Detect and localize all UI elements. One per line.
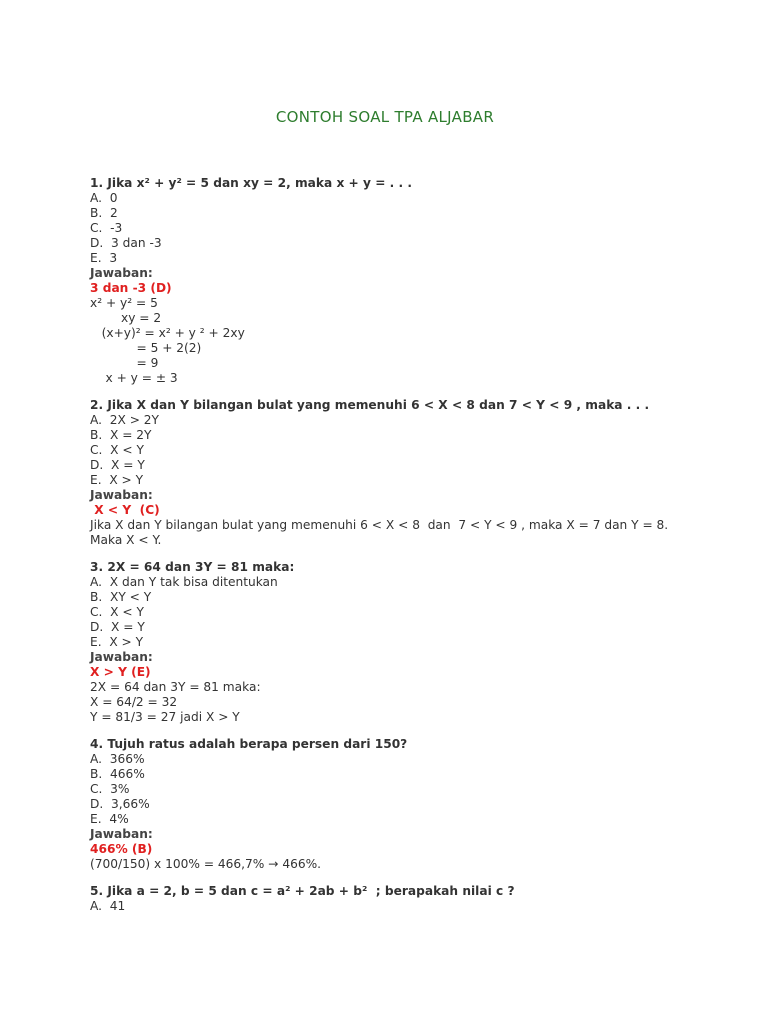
explanation-line: (x+y)² = x² + y ² + 2xy [90,326,245,340]
explanation-line: Maka X < Y. [90,533,162,547]
option-a: A. 41 [90,899,126,913]
spacer [90,548,730,560]
question-text: 4. Tujuh ratus adalah berapa persen dari 150? [90,737,408,751]
answer-label: Jawaban: [90,827,153,841]
option-d: D. 3,66% [90,797,150,811]
option-d: D. 3 dan -3 [90,236,162,250]
option-c: C. X < Y [90,605,144,619]
answer-text: 3 dan -3 (D) [90,281,172,295]
option-b: B. 2 [90,206,118,220]
question-4 [90,737,730,872]
question-5 [90,884,730,914]
question-1 [90,176,730,386]
answer-text: X > Y (E) [90,665,151,679]
question-text: 1. Jika x² + y² = 5 dan xy = 2, maka x + y = . . . [90,176,413,190]
question-text: 5. Jika a = 2, b = 5 dan c = a² + 2ab + b² ; berapakah nilai c ? [90,884,515,898]
option-e: E. X > Y [90,473,144,487]
answer-text: X < Y (C) [90,503,160,517]
option-b: B. X = 2Y [90,428,152,442]
question-3 [90,560,730,725]
explanation-line: 2X = 64 dan 3Y = 81 maka: [90,680,261,694]
option-a: A. X dan Y tak bisa ditentukan [90,575,278,589]
option-a: A. 366% [90,752,145,766]
option-b: B. 466% [90,767,145,781]
question-2 [90,398,730,548]
explanation-line: x + y = ± 3 [90,371,178,385]
question-text: 3. 2X = 64 dan 3Y = 81 maka: [90,560,295,574]
spacer [90,725,730,737]
option-e: E. 4% [90,812,129,826]
spacer [90,386,730,398]
answer-label: Jawaban: [90,650,153,664]
option-d: D. X = Y [90,620,145,634]
answer-text: 466% (B) [90,842,153,856]
explanation-line: Y = 81/3 = 27 jadi X > Y [90,710,240,724]
option-b: B. XY < Y [90,590,152,604]
option-e: E. 3 [90,251,118,265]
option-a: A. 2X > 2Y [90,413,160,427]
answer-label: Jawaban: [90,488,153,502]
explanation-line: X = 64/2 = 32 [90,695,178,709]
page-title: CONTOH SOAL TPA ALJABAR [275,108,495,126]
question-text: 2. Jika X dan Y bilangan bulat yang memenuhi 6 < X < 8 dan 7 < Y < 9 , maka . . . [90,398,650,412]
option-c: C. X < Y [90,443,144,457]
explanation-line: x² + y² = 5 [90,296,158,310]
option-a: A. 0 [90,191,118,205]
explanation-line: = 5 + 2(2) [90,341,202,355]
explanation-line: xy = 2 [90,311,162,325]
option-e: E. X > Y [90,635,144,649]
explanation-line: Jika X dan Y bilangan bulat yang memenuhi 6 < X < 8 dan 7 < Y < 9 , maka X = 7 dan Y = 8. [90,518,669,532]
spacer [90,872,730,884]
document-page [90,0,730,1024]
option-c: C. 3% [90,782,130,796]
explanation-line: = 9 [90,356,159,370]
question-list [90,176,730,914]
option-c: C. -3 [90,221,123,235]
answer-label: Jawaban: [90,266,153,280]
explanation-line: (700/150) x 100% = 466,7% → 466%. [90,857,322,871]
option-d: D. X = Y [90,458,145,472]
